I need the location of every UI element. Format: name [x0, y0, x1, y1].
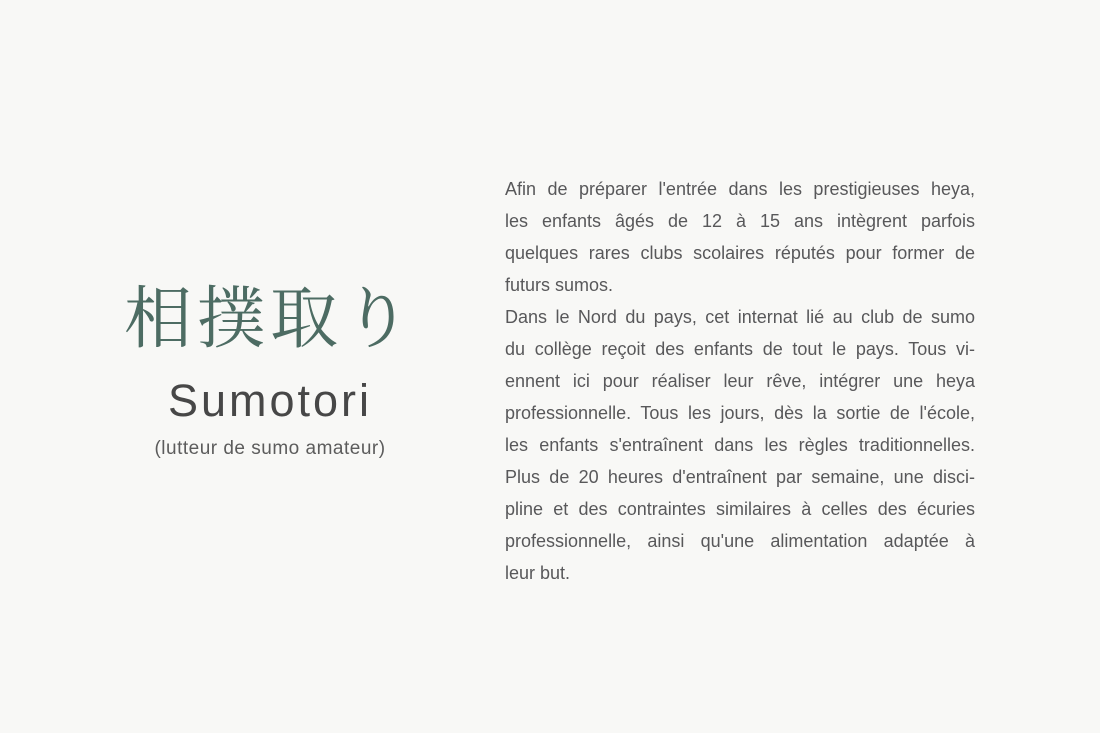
text-line: professionnelle, ainsi qu'une alimentation adaptée à	[505, 531, 975, 551]
text-line: professionnelle. Tous les jours, dès la sortie de l'école,	[505, 403, 975, 423]
text-line: futurs sumos.	[505, 275, 614, 295]
text-line: les enfants âgés de 12 à 15 ans intègrent parfois	[505, 211, 975, 231]
paragraph	[505, 301, 975, 589]
text-line: pline et des contraintes similaires à celles des écuries	[505, 499, 975, 519]
article-text	[505, 173, 975, 589]
text-line: les enfants s'entraînent dans les règles traditionnelles.	[505, 435, 975, 455]
romaji-title: Sumotori	[167, 375, 373, 427]
text-line: ennent ici pour réaliser leur rêve, intégrer une heya	[505, 371, 975, 391]
text-line: du collège reçoit des enfants de tout le pays. Tous vi-	[505, 339, 975, 359]
title-translation: (lutteur de sumo amateur)	[154, 437, 386, 459]
kanji-title: 相撲取り	[123, 281, 416, 357]
text-line: Plus de 20 heures d'entraînent par semaine, une disci-	[505, 467, 975, 487]
text-line: Afin de préparer l'entrée dans les prestigieuses heya,	[505, 179, 975, 199]
title-block	[0, 281, 540, 460]
text-line: Dans le Nord du pays, cet internat lié au club de sumo	[505, 307, 975, 327]
text-line: quelques rares clubs scolaires réputés pour former de	[505, 243, 975, 263]
text-line: leur but.	[505, 563, 571, 583]
paragraph	[505, 173, 975, 301]
